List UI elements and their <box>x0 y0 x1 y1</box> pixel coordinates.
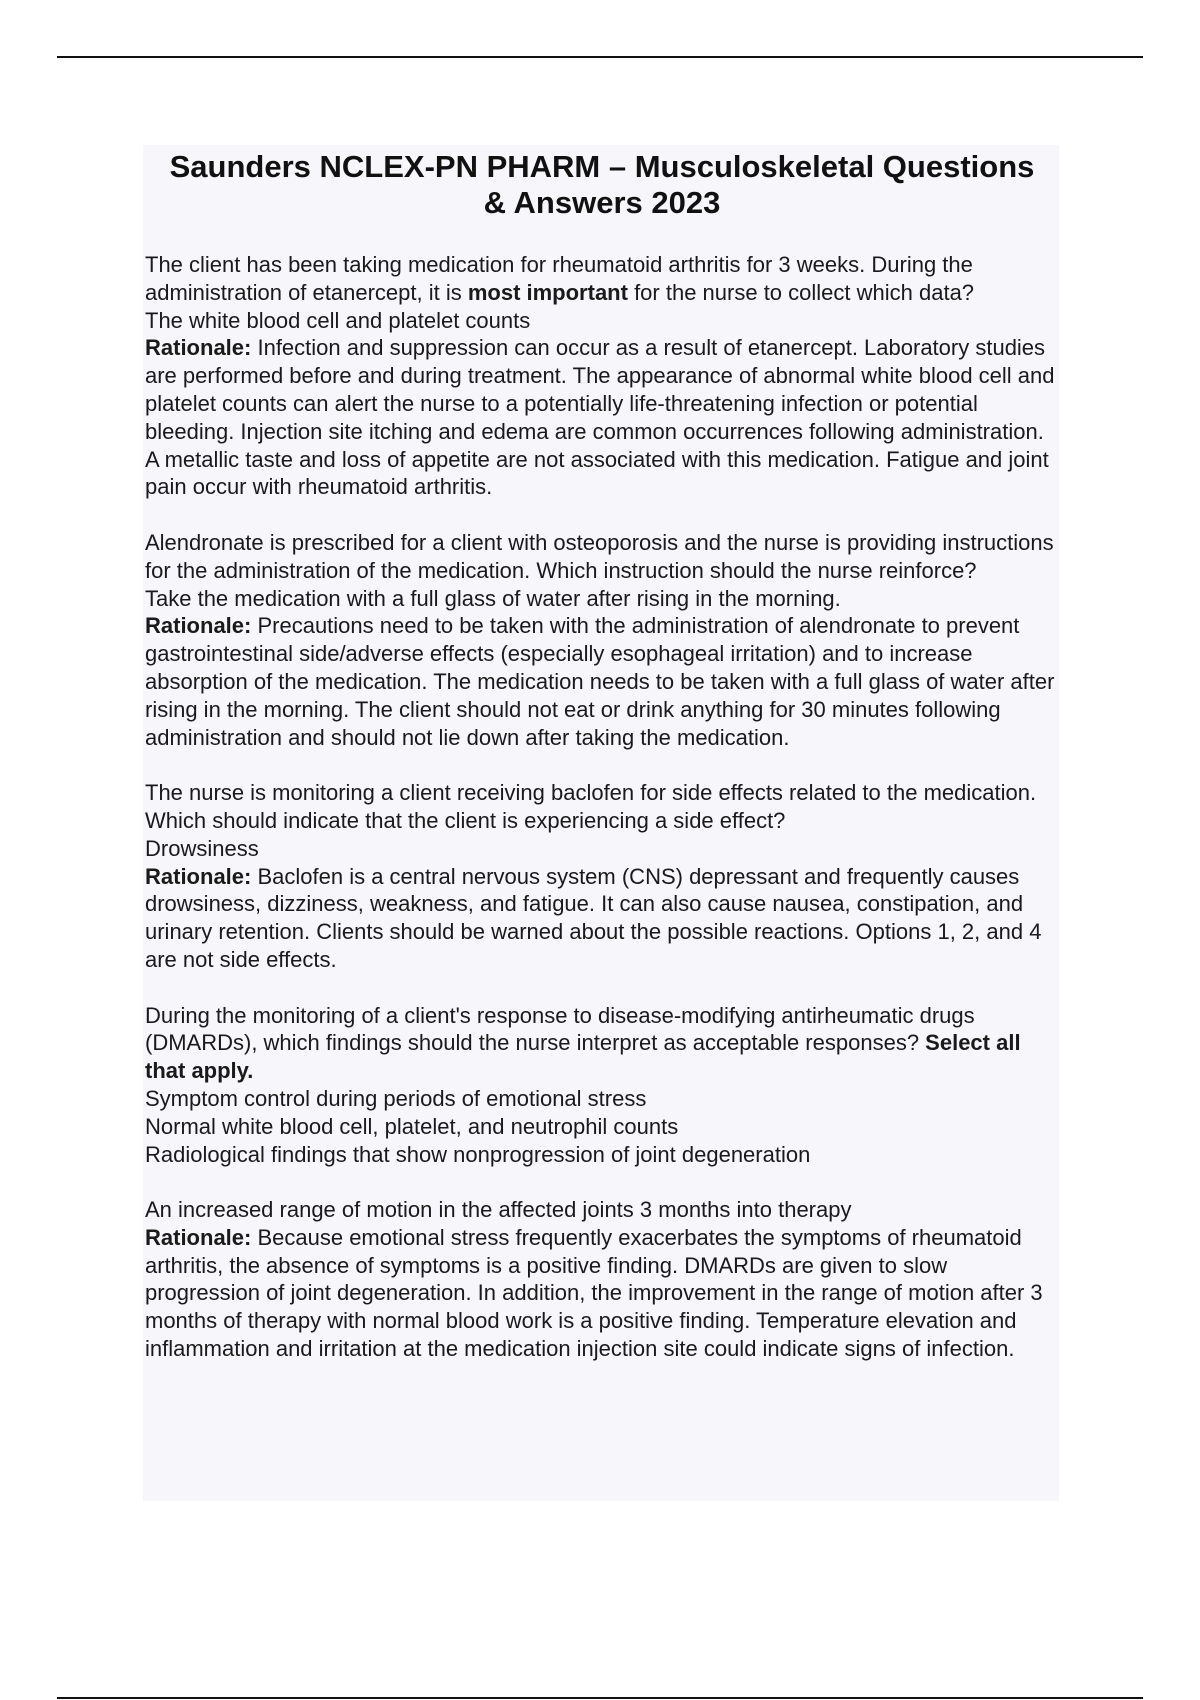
answer-option: Normal white blood cell, platelet, and neutrophil counts <box>145 1113 679 1139</box>
rationale-label: Rationale: <box>145 335 252 361</box>
question-text: The nurse is monitoring a client receiving baclofen for side effects related to the medication. Which should indicate that the client is experiencing a side effect? <box>145 780 1037 833</box>
emphasis: Select all that apply. <box>145 1030 1021 1084</box>
answer-option: Take the medication with a full glass of water after rising in the morning. <box>145 585 841 611</box>
rationale <box>145 863 1059 974</box>
rationale <box>145 334 1059 501</box>
answer-option: Drowsiness <box>145 835 259 861</box>
answer-option: The white blood cell and platelet counts <box>145 307 531 333</box>
rationale <box>145 1224 1059 1363</box>
rationale-text: Because emotional stress frequently exacerbates the symptoms of rheumatoid arthritis, the absence of symptoms is a positive finding. DMARDs are given to slow progression of joint degeneration. In addition, the improvement in the range of motion after 3 months of therapy with normal blood work is a positive finding. Temperature elevation and inflammation and irritation at the medication injection site could indicate signs of infection. <box>145 1224 1043 1362</box>
qa-block <box>145 779 1059 974</box>
document-body <box>143 145 1059 1501</box>
bottom-rule <box>57 1697 1143 1699</box>
rationale-text: Baclofen is a central nervous system (CNS) depressant and frequently causes drowsiness, dizziness, weakness, and fatigue. It can also cause nausea, constipation, and urinary retention. Clients should be warned about the possible reactions. Options 1, 2, and 4 are not side effects. <box>145 863 1042 972</box>
emphasis: most important <box>467 279 628 305</box>
title-line-2: & Answers 2023 <box>483 185 721 220</box>
question-text: Alendronate is prescribed for a client with osteoporosis and the nurse is providing instructions for the administration of the medication. Which instruction should the nurse reinforce? <box>145 529 1054 583</box>
qa-block <box>145 529 1059 751</box>
answer-option: Symptom control during periods of emotional stress <box>145 1085 647 1111</box>
top-rule <box>57 56 1143 58</box>
rationale-text: Infection and suppression can occur as a result of etanercept. Laboratory studies are performed before and during treatment. The appearance of abnormal white blood cell and platelet counts can alert the nurse to a potentially life-threatening infection or potential bleeding. Injection site itching and edema are common occurrences following administration. A metallic taste and loss of appetite are not associated with this medication. Fatigue and joint pain occur with rheumatoid arthritis. <box>145 335 1055 500</box>
qa-block <box>145 1002 1059 1169</box>
qa-list <box>145 251 1059 1363</box>
question-text: The client has been taking medication for rheumatoid arthritis for 3 weeks. During the administration of etanercept, it is most important for the nurse to collect which data? <box>145 252 975 305</box>
qa-block <box>145 1196 1059 1363</box>
title-line-1: Saunders NCLEX-PN PHARM – Musculoskeletal Questions <box>169 149 1035 184</box>
rationale <box>145 612 1059 751</box>
rationale-label: Rationale: <box>145 1224 252 1250</box>
answer-option: An increased range of motion in the affected joints 3 months into therapy <box>145 1197 852 1223</box>
answer-option: Radiological findings that show nonprogression of joint degeneration <box>145 1141 811 1167</box>
rationale-label: Rationale: <box>145 863 252 889</box>
rationale-label: Rationale: <box>145 613 252 639</box>
qa-block <box>145 251 1059 501</box>
document-title <box>145 149 1059 221</box>
rationale-text: Precautions need to be taken with the administration of alendronate to prevent gastrointestinal side/adverse effects (especially esophageal irritation) and to increase absorption of the medication. The medication needs to be taken with a full glass of water after rising in the morning. The client should not eat or drink anything for 30 minutes following administration and should not lie down after taking the medication. <box>145 613 1055 750</box>
question-text: During the monitoring of a client's response to disease-modifying antirheumatic drugs (DMARDs), which findings should the nurse interpret as acceptable responses? Select all that apply. <box>145 1002 1021 1084</box>
